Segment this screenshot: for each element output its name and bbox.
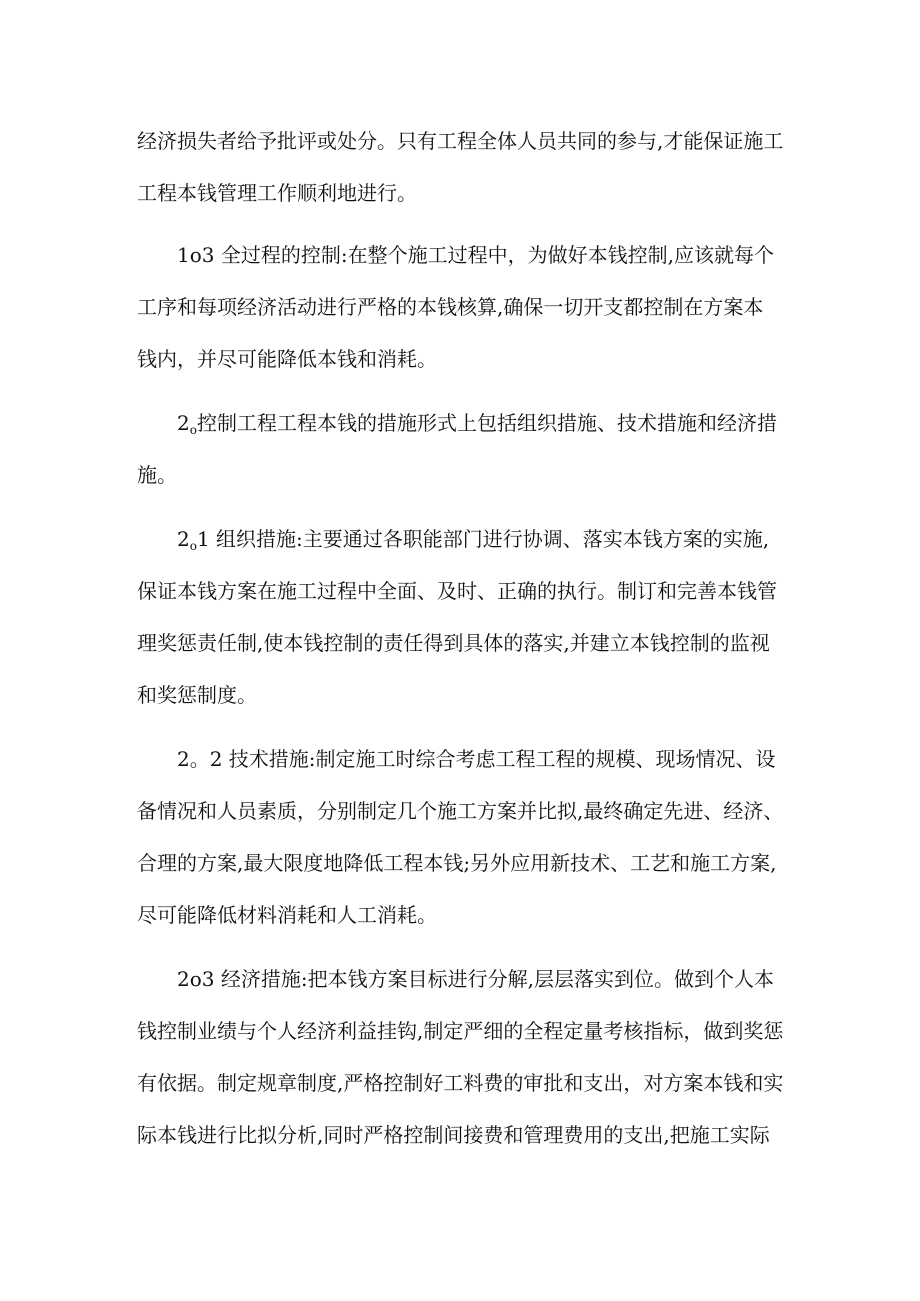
- section-number: 2: [177, 411, 190, 435]
- paragraph-2o3: [137, 953, 787, 1161]
- paragraph-line: 钱内，并尽可能降低本钱和消耗。: [137, 347, 437, 371]
- paragraph-line: 1o3 全过程的控制:在整个施工过程中，为做好本钱控制,应该就每个: [177, 243, 774, 267]
- paragraph-1: [137, 115, 787, 219]
- paragraph-line: 理奖惩责任制,使本钱控制的责任得到具体的落实,并建立本钱控制的监视: [137, 631, 770, 655]
- paragraph-line: 有依据。制定规章制度,严格控制好工料费的审批和支出，对方案本钱和实: [137, 1071, 784, 1095]
- paragraph-line: 保证本钱方案在施工过程中全面、及时、正确的执行。制订和完善本钱管: [137, 579, 777, 603]
- paragraph-line: 经济损失者给予批评或处分。只有工程全体人员共同的参与,才能保证施工: [137, 129, 784, 153]
- paragraph-line: 和奖惩制度。: [137, 683, 257, 707]
- paragraph-line: 工程本钱管理工作顺利地进行。: [137, 181, 417, 205]
- section-number-sub: o: [189, 539, 197, 553]
- paragraph-line: 2。2 技术措施:制定施工时综合考虑工程工程的规模、现场情况、设: [177, 747, 776, 771]
- paragraph-line: 钱控制业绩与个人经济利益挂钩,制定严细的全程定量考核指标，做到奖惩: [137, 1019, 784, 1043]
- paragraph-line: 施。: [137, 463, 177, 487]
- paragraph-line: 际本钱进行比拟分析,同时严格控制间接费和管理费用的支出,把施工实际: [137, 1123, 770, 1147]
- paragraph-line: 备情况和人员素质，分别制定几个施工方案并比拟,最终确定先进、经济、: [137, 799, 784, 823]
- paragraph-2: [137, 397, 787, 501]
- paragraph-line: 工序和每项经济活动进行严格的本钱核算,确保一切开支都控制在方案本: [137, 295, 764, 319]
- paragraph-line-text: 1 组织措施:主要通过各职能部门进行协调、落实本钱方案的实施,: [196, 527, 770, 551]
- section-number-sub: o: [189, 423, 197, 437]
- paragraph-line: 2o3 经济措施:把本钱方案目标进行分解,层层落实到位。做到个人本: [177, 967, 774, 991]
- paragraph-1o3: [137, 229, 787, 385]
- section-number: 2: [177, 527, 190, 551]
- paragraph-2-2: [137, 733, 787, 941]
- paragraph-2o1: [137, 513, 787, 721]
- paragraph-line: 尽可能降低材料消耗和人工消耗。: [137, 903, 437, 927]
- paragraph-line: [137, 513, 787, 565]
- paragraph-line: [137, 397, 787, 449]
- paragraph-line-text: 控制工程工程本钱的措施形式上包括组织措施、技术措施和经济措: [196, 411, 777, 435]
- paragraph-line: 合理的方案,最大限度地降低工程本钱;另外应用新技术、工艺和施工方案,: [137, 851, 777, 875]
